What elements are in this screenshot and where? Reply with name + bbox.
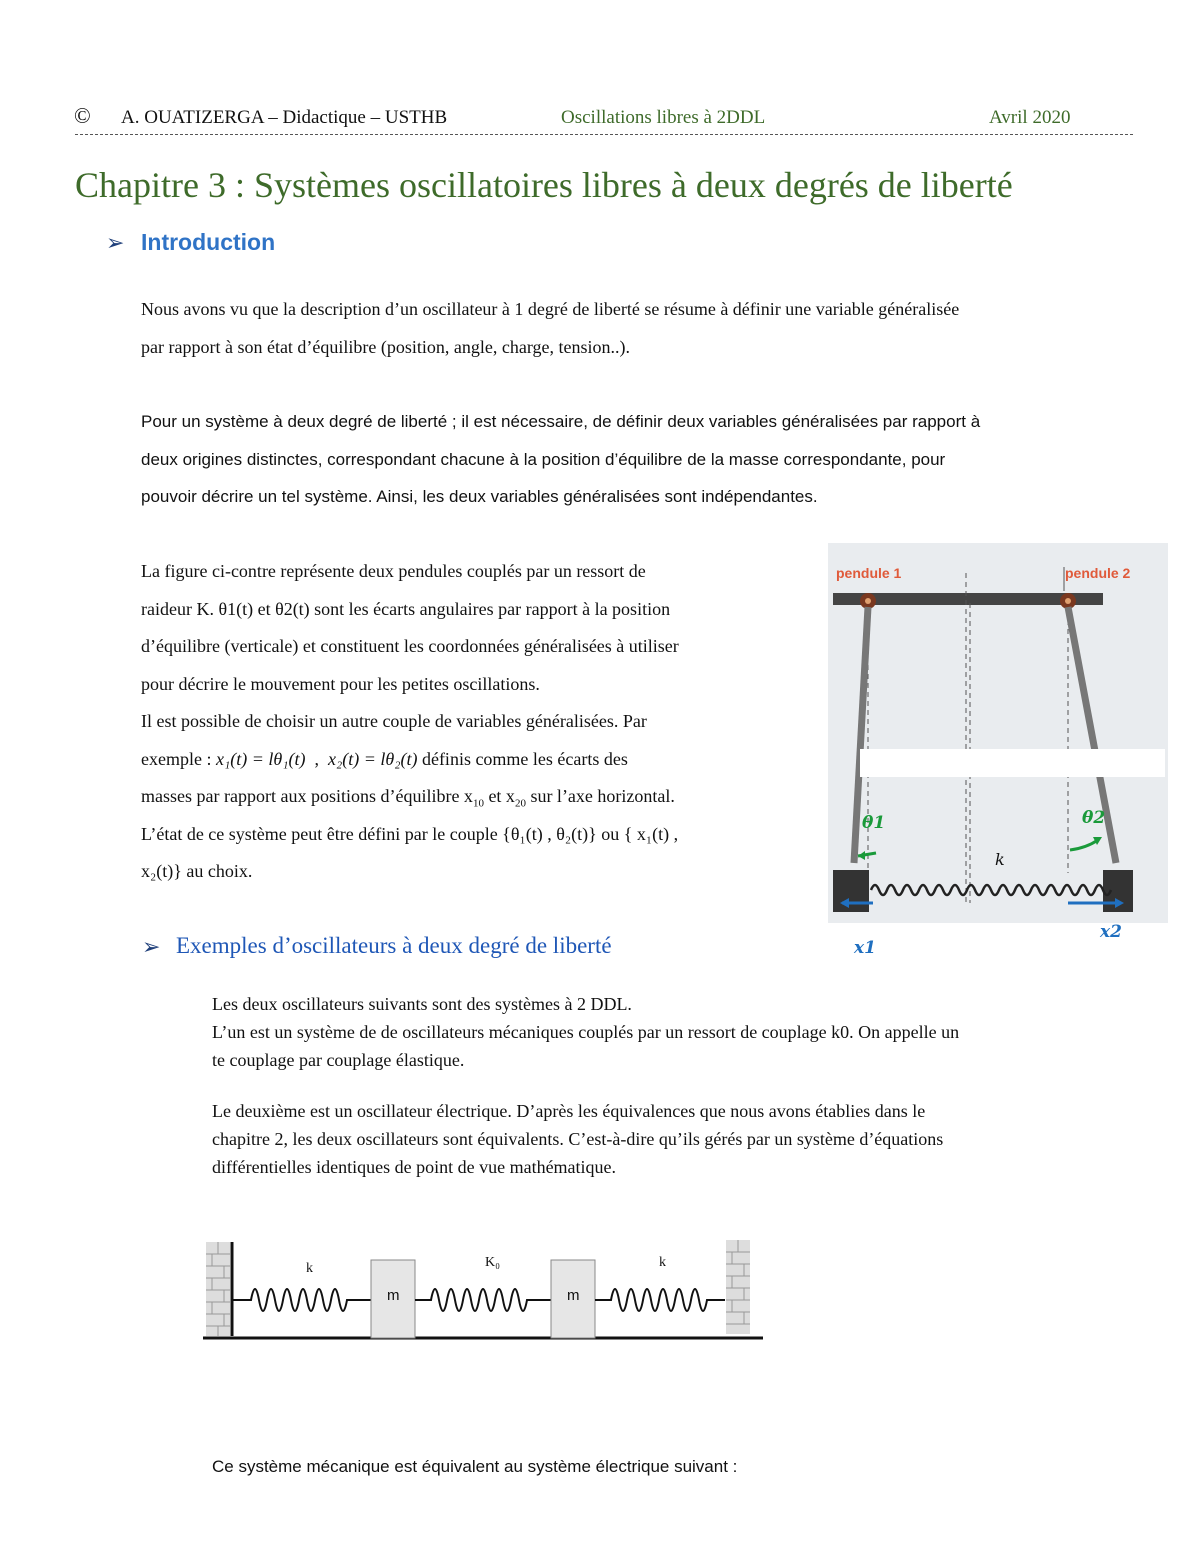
text-line: Pour un système à deux degré de liberté ; il est nécessaire, de définir deux variables généralisées par rapport à	[141, 412, 981, 431]
x2-label: x2	[1100, 922, 1122, 942]
header-course: Oscillations libres à 2DDL	[561, 107, 766, 128]
text-line: Nous avons vu que la description d’un oscillateur à 1 degré de liberté se résume à définir une variable généralisée	[141, 299, 960, 319]
section-heading-examples: Exemples d’oscillateurs à deux degré de liberté	[176, 933, 612, 958]
text-line: pour décrire le mouvement pour les petites oscillations.	[141, 673, 540, 694]
text-line: L’un est un système de de oscillateurs mécaniques couplés par un ressort de couplage k0. On appelle un	[212, 1022, 960, 1042]
header-divider	[75, 134, 1133, 135]
text-line	[141, 778, 679, 816]
equation-x1: x₁(t) = lθ₁(t)	[215, 748, 306, 769]
text-line: te couplage par couplage élastique.	[212, 1050, 465, 1070]
spring-label-k: k	[995, 850, 1005, 869]
header-date: Avril 2020	[989, 107, 1071, 128]
text-line: deux origines distinctes, correspondant chacune à la position d’équilibre de la masse correspondante, pour	[141, 449, 946, 469]
subscript: 10	[472, 797, 484, 810]
left-wall	[206, 1242, 232, 1336]
copyright-icon: ©	[74, 103, 91, 128]
text-line: d’équilibre (verticale) et constituent les coordonnées généralisées à utiliser	[141, 636, 679, 656]
spring-right	[595, 1289, 725, 1311]
equation-suffix: définis comme les écarts des	[417, 748, 628, 769]
bullet-arrow-icon: ➢	[142, 934, 161, 959]
pivot-2-center	[1065, 598, 1071, 604]
closing-sentence: Ce système mécanique est équivalent au système électrique suivant :	[212, 1457, 738, 1476]
examples-paragraph-2	[212, 1097, 943, 1181]
spring-left	[232, 1289, 371, 1311]
text-line: L’état de ce système peut être défini par le couple {θ₁(t) , θ₂(t)} ou { x₁(t) ,	[141, 823, 679, 844]
label-k-right: k	[659, 1255, 666, 1270]
text-fragment: sur l’axe horizontal.	[525, 786, 675, 806]
theta1-label: θ1	[862, 813, 886, 833]
text-line: Le deuxième est un oscillateur électrique. D’après les équivalences que nous avons établies dans le	[212, 1101, 926, 1121]
label-m-right: m	[567, 1287, 580, 1304]
text-line: La figure ci-contre représente deux pendules couplés par un ressort de	[141, 561, 646, 581]
spring-middle	[415, 1289, 551, 1311]
examples-paragraph-1	[212, 990, 959, 1074]
equation-separator: ,	[305, 748, 328, 769]
x1-label: x1	[854, 938, 876, 958]
text-fragment: masses par rapport aux positions d’équilibre x	[141, 786, 473, 806]
bullet-arrow-icon: ➢	[106, 230, 125, 255]
right-wall	[726, 1240, 750, 1334]
label-pendule-2: pendule 2	[1065, 565, 1131, 581]
label-k0: K₀	[485, 1255, 500, 1270]
mass-1	[833, 870, 869, 912]
equation-x2: x₂(t) = lθ₂(t)	[327, 748, 418, 769]
pivot-1-center	[865, 598, 871, 604]
equation-line	[141, 741, 679, 779]
white-band	[860, 749, 1165, 777]
text-line: différentielles identiques de point de vue mathématique.	[212, 1157, 617, 1177]
text-line: x₂(t)} au choix.	[141, 861, 253, 881]
text-line: Les deux oscillateurs suivants sont des systèmes à 2 DDL.	[212, 994, 632, 1014]
section-heading-introduction: Introduction	[141, 229, 276, 255]
text-line: chapitre 2, les deux oscillateurs sont équivalents. C’est-à-dire qu’ils gérés par un système d’équations	[212, 1129, 944, 1149]
intro-paragraph-3	[141, 553, 679, 891]
subscript: 20	[514, 797, 526, 810]
theta2-label: θ2	[1082, 808, 1106, 828]
label-pendule-1: pendule 1	[836, 565, 902, 581]
equation-prefix: exemple :	[141, 748, 216, 769]
coupled-pendulums-figure	[828, 543, 1168, 963]
text-fragment: et x	[483, 786, 515, 806]
label-k-left: k	[306, 1261, 313, 1276]
text-line: Il est possible de choisir un autre couple de variables généralisées. Par	[141, 711, 647, 731]
chapter-title: Chapitre 3 : Systèmes oscillatoires libres à deux degrés de liberté	[75, 165, 1013, 205]
text-line: pouvoir décrire un tel système. Ainsi, les deux variables généralisées sont indépendantes.	[141, 487, 818, 506]
intro-paragraph-1	[141, 291, 959, 366]
mass-spring-figure	[203, 1238, 765, 1346]
label-m-left: m	[387, 1287, 400, 1304]
intro-paragraph-2	[141, 403, 980, 516]
text-line: raideur K. θ1(t) et θ2(t) sont les écarts angulaires par rapport à la position	[141, 598, 671, 619]
text-line: par rapport à son état d’équilibre (position, angle, charge, tension..).	[141, 336, 631, 357]
header-author: A. OUATIZERGA – Didactique – USTHB	[121, 107, 448, 128]
